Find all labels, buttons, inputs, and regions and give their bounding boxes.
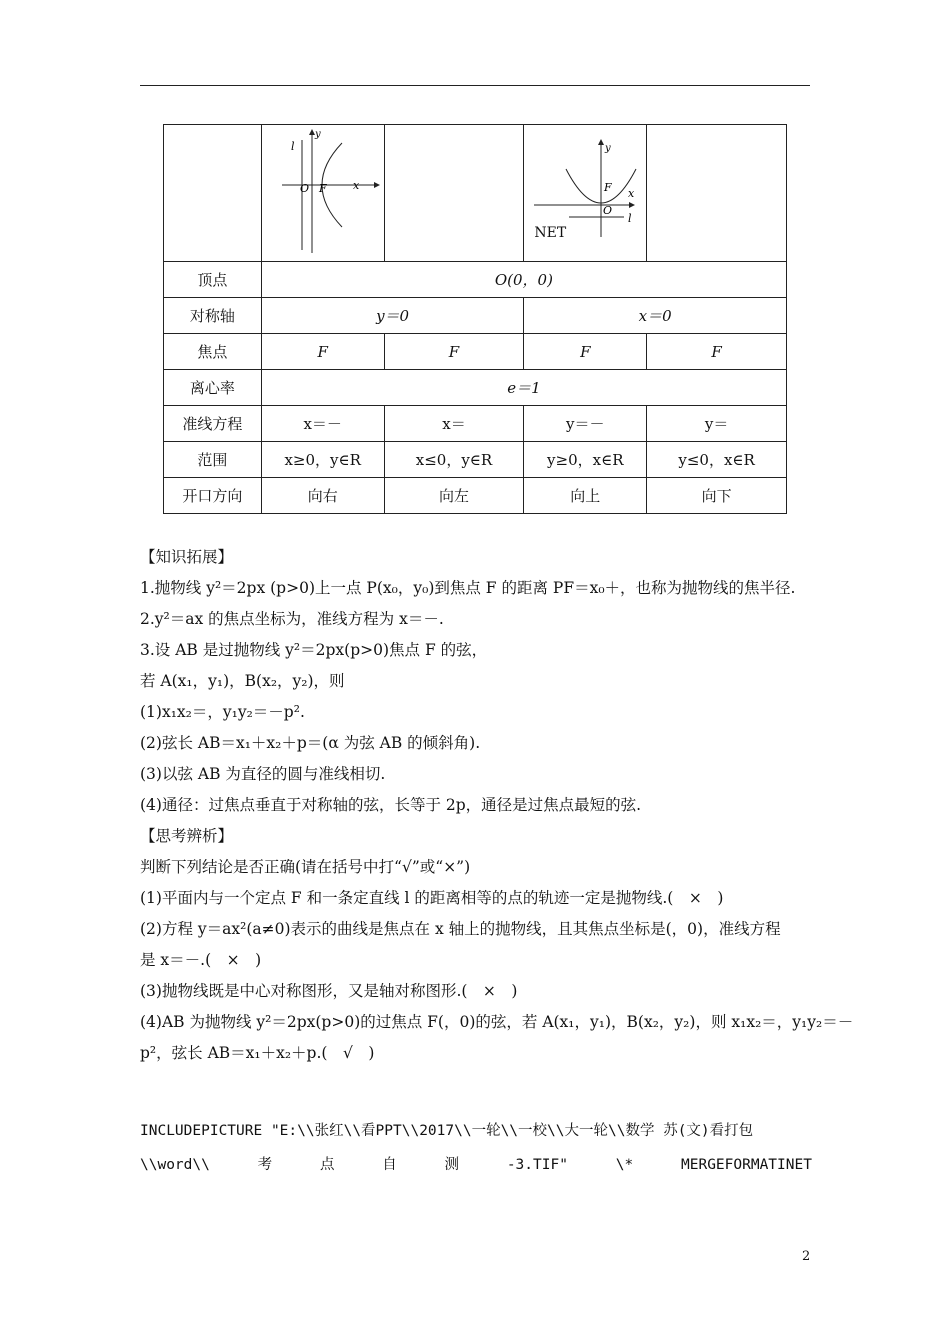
text-line: (3)以弦 AB 为直径的圆与准线相切.	[140, 765, 386, 783]
svg-text:y: y	[314, 129, 321, 140]
text-line: 3.设 AB 是过抛物线 y²＝2px(p>0)焦点 F 的弦，	[140, 641, 488, 659]
figure-down-opening	[647, 125, 787, 262]
field-token: 自	[382, 1157, 397, 1173]
text-line: (4)AB 为抛物线 y²＝2px(p>0)的过焦点 F(，0)的弦，若 A(x₁，y₁)，B(x₂，y₂)，则 x₁x₂＝，y₁y₂＝－	[140, 1013, 854, 1031]
field-line-2	[140, 1148, 812, 1182]
table-cell: F	[261, 334, 384, 370]
field-token: \\word\\	[140, 1157, 210, 1173]
table-row-axis	[164, 298, 787, 334]
row-label: 对称轴	[164, 298, 262, 334]
svg-text:x: x	[628, 187, 635, 200]
table-cell: 向左	[384, 478, 524, 514]
svg-text:F: F	[604, 181, 613, 194]
svg-text:x: x	[352, 179, 360, 192]
field-line-1: INCLUDEPICTURE "E:\\张红\\看PPT\\2017\\一轮\\一校\\大一轮\\数学 苏(文)看打包	[140, 1123, 754, 1139]
text-line: (2)方程 y＝ax²(a≠0)表示的曲线是焦点在 x 轴上的抛物线，且其焦点坐标是(，0)，准线方程	[140, 920, 781, 938]
row-label: 顶点	[164, 262, 262, 298]
text-line: (4)通径：过焦点垂直于对称轴的弦，长等于 2p，通径是过焦点最短的弦.	[140, 796, 642, 814]
field-token: -3.TIF"	[506, 1157, 568, 1173]
field-token: \*	[615, 1157, 634, 1173]
text-line: (1)x₁x₂＝，y₁y₂＝－p².	[140, 703, 305, 721]
figure-up-opening	[524, 125, 647, 262]
text-line: 是 x＝－.( × )	[140, 951, 262, 969]
svg-text:l: l	[290, 140, 295, 153]
table-cell: 向右	[261, 478, 384, 514]
text-line: 2.y²＝ax 的焦点坐标为，准线方程为 x＝－.	[140, 610, 444, 628]
table-row-focus	[164, 334, 787, 370]
svg-text:O: O	[603, 204, 613, 217]
table-row-opening	[164, 478, 787, 514]
figure-left-opening	[384, 125, 524, 262]
table-cell: y＝	[647, 406, 787, 442]
row-label: 焦点	[164, 334, 262, 370]
table-cell: 向上	[524, 478, 647, 514]
table-row-directrix	[164, 406, 787, 442]
field-code-fragment: NET	[534, 225, 567, 241]
table-cell: F	[524, 334, 647, 370]
text-line: (2)弦长 AB＝x₁＋x₂＋p＝(α 为弦 AB 的倾斜角).	[140, 734, 481, 752]
section-heading-knowledge: 【知识拓展】	[140, 548, 234, 566]
text-line: (3)抛物线既是中心对称图形，又是轴对称图形.( × )	[140, 982, 518, 1000]
row-label: 范围	[164, 442, 262, 478]
table-cell: F	[647, 334, 787, 370]
section-heading-judgement: 【思考辨析】	[140, 827, 234, 845]
table-cell: 向下	[647, 478, 787, 514]
row-label: 准线方程	[164, 406, 262, 442]
text-line: 若 A(x₁，y₁)，B(x₂，y₂)，则	[140, 672, 345, 690]
table-cell: y＝－	[524, 406, 647, 442]
table-cell: y＝0	[261, 298, 524, 334]
table-cell: x＝－	[261, 406, 384, 442]
svg-text:y: y	[605, 143, 612, 154]
table-row-eccentricity	[164, 370, 787, 406]
text-line: (1)平面内与一个定点 F 和一条定直线 l 的距离相等的点的轨迹一定是抛物线.( × )	[140, 889, 724, 907]
table-cell: x≤0，y∈R	[384, 442, 524, 478]
table-cell: O(0，0)	[261, 262, 786, 298]
field-token: 测	[444, 1157, 460, 1173]
text-line: 1.抛物线 y²＝2px (p>0)上一点 P(x₀，y₀)到焦点 F 的距离 PF＝x₀＋，也称为抛物线的焦半径.	[140, 579, 796, 597]
svg-text:O: O	[299, 182, 309, 195]
field-token: 点	[319, 1157, 335, 1173]
table-cell: F	[384, 334, 524, 370]
page-number: 2	[802, 1249, 811, 1264]
table-cell: x＝0	[524, 298, 787, 334]
figure-right-opening	[261, 125, 384, 262]
field-token: MERGEFORMATINET	[681, 1157, 812, 1173]
body-text	[140, 542, 854, 1069]
text-line: p²，弦长 AB＝x₁＋x₂＋p.( √ )	[140, 1044, 375, 1062]
table-cell: y≥0，x∈R	[524, 442, 647, 478]
table-row-range	[164, 442, 787, 478]
row-label: 开口方向	[164, 478, 262, 514]
svg-text:F: F	[318, 182, 327, 195]
table-cell: e＝1	[261, 370, 786, 406]
text-line: 判断下列结论是否正确(请在括号中打“√”或“×”)	[140, 858, 471, 876]
row-label: 离心率	[164, 370, 262, 406]
parabola-properties-table	[163, 124, 787, 514]
table-cell: x＝	[384, 406, 524, 442]
include-picture-field	[140, 1114, 812, 1182]
header-rule	[140, 85, 810, 86]
table-cell: y≤0，x∈R	[647, 442, 787, 478]
table-row-vertex	[164, 262, 787, 298]
svg-text:l: l	[628, 212, 632, 225]
field-token: 考	[257, 1157, 273, 1173]
figure-row	[164, 125, 787, 262]
corner-cell	[164, 125, 262, 262]
table-cell: x≥0，y∈R	[261, 442, 384, 478]
